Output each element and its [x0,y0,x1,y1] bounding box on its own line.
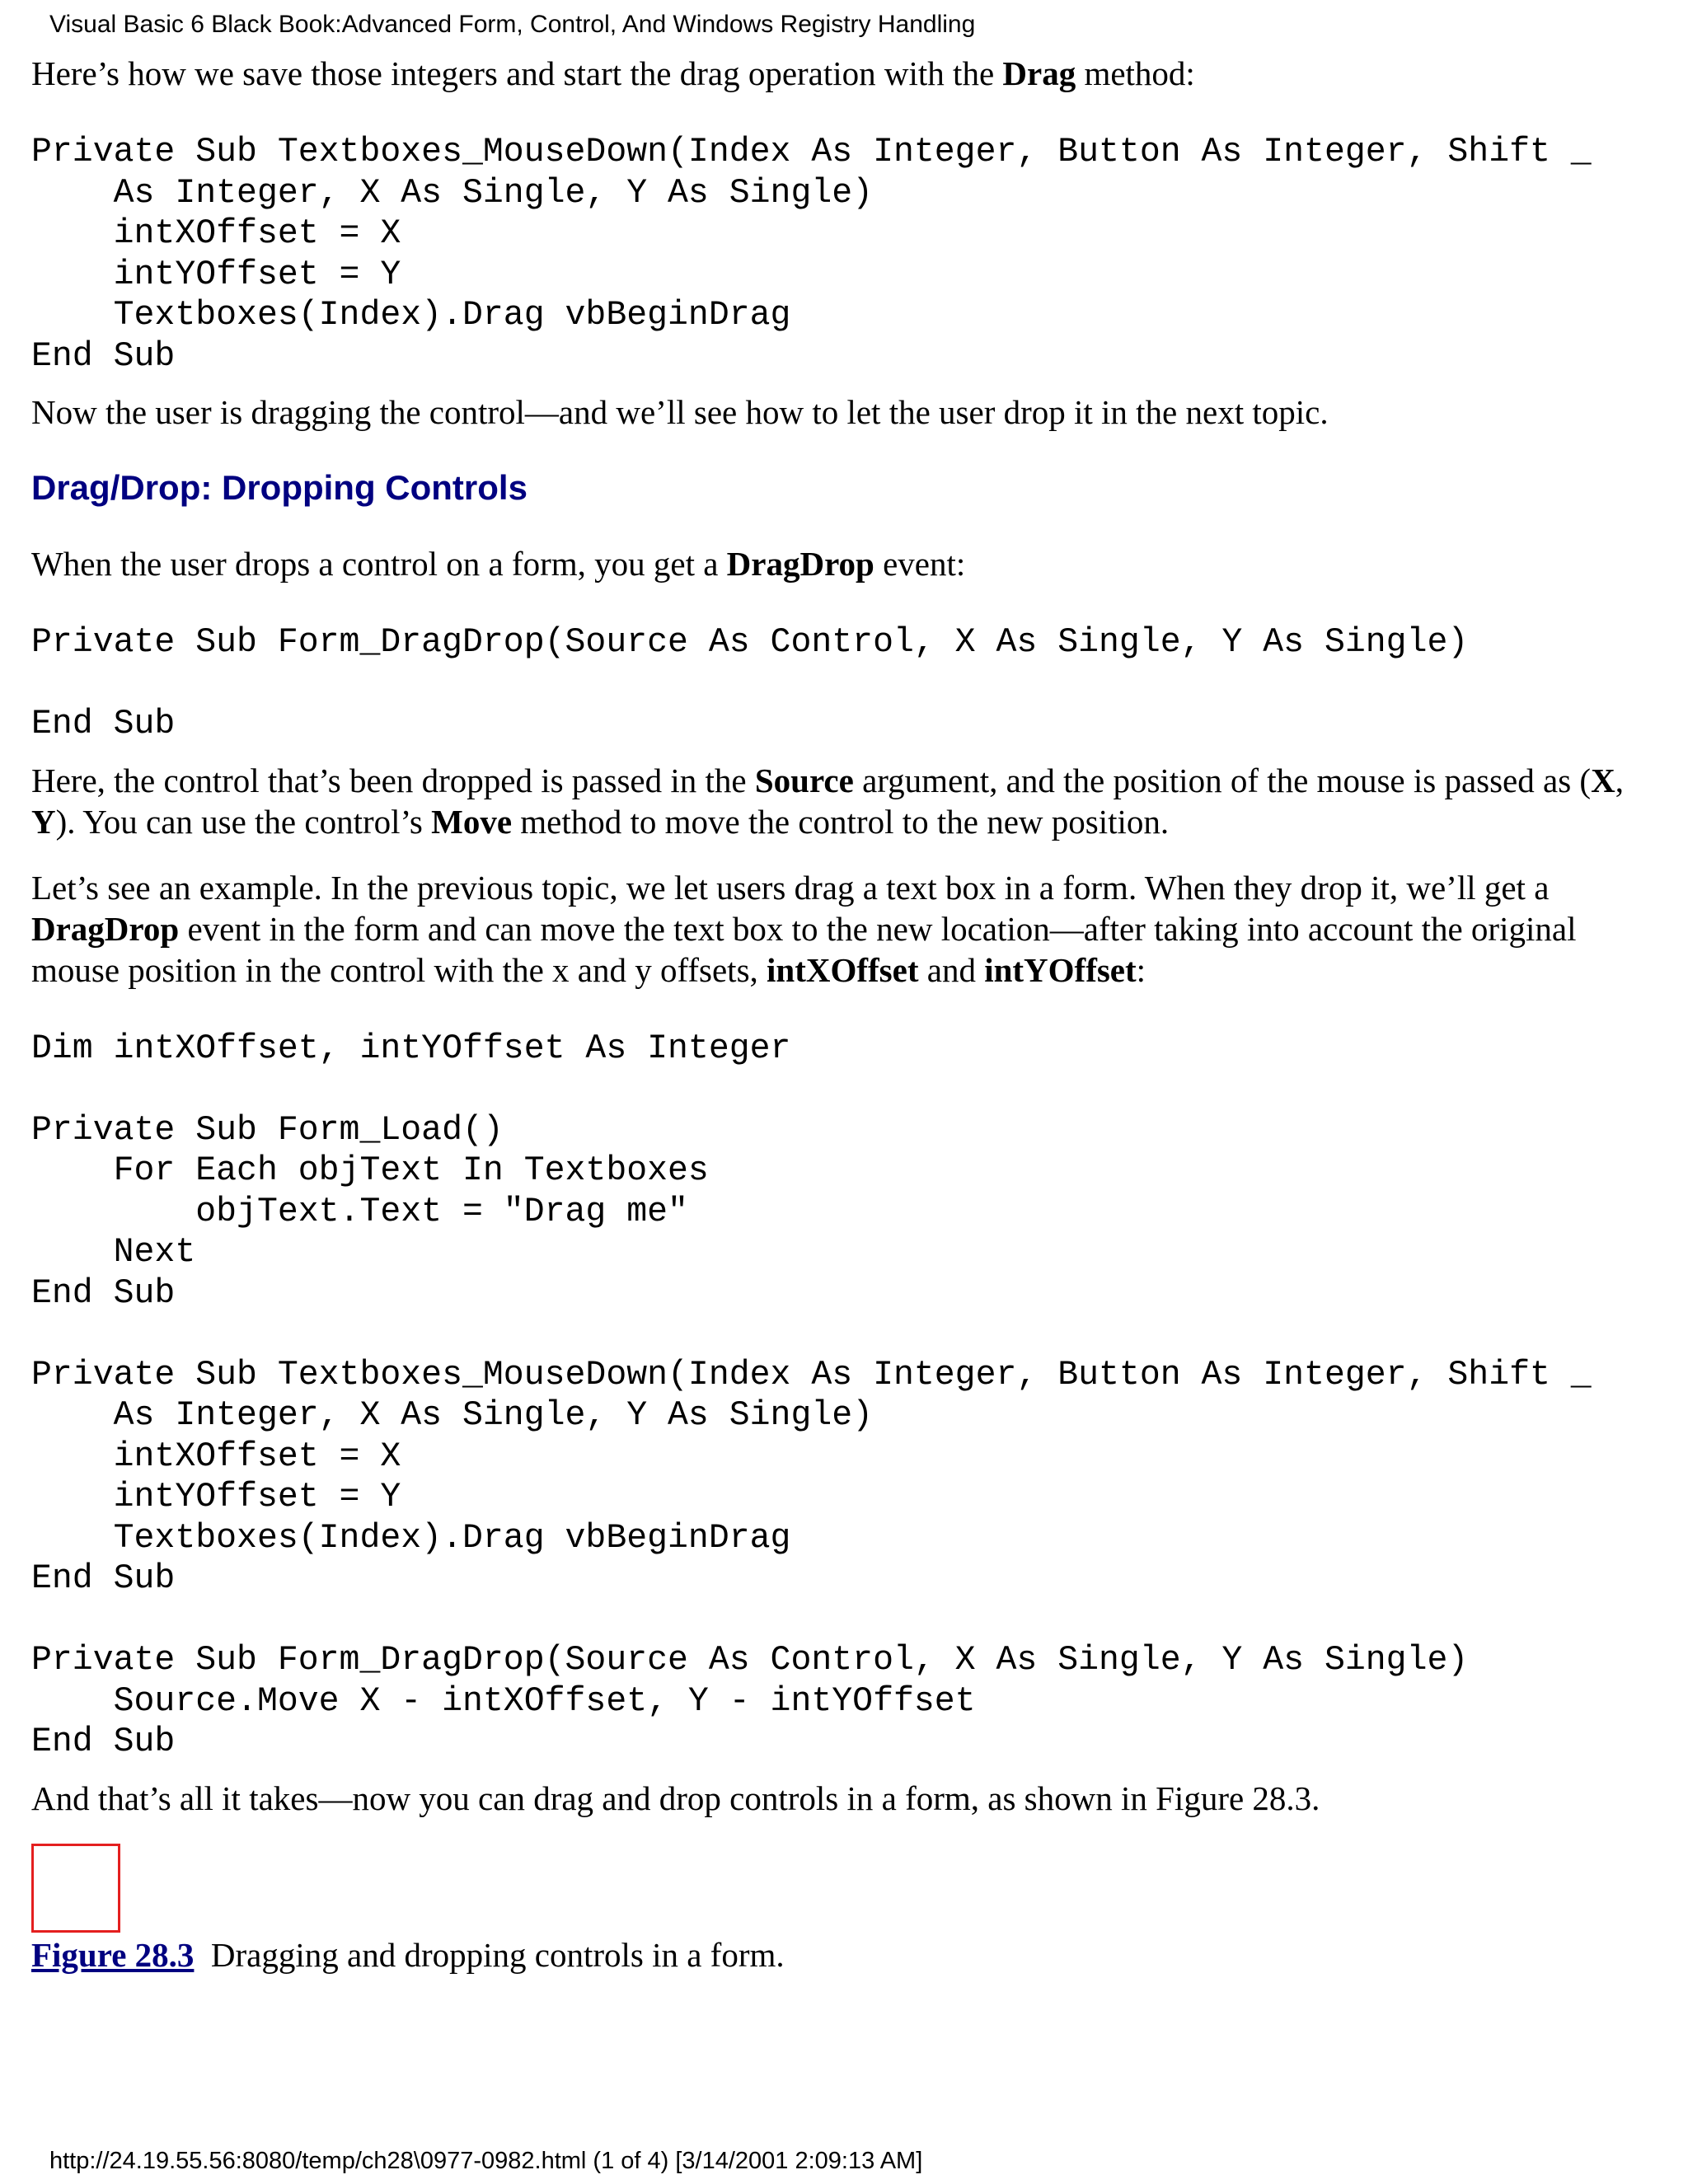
code-block-mousedown: Private Sub Textboxes_MouseDown(Index As Integer, Button As Integer, Shift _ As Integer, X As Single, Y As Single) intXOffset = X intYOffset = Y Textboxes(Index).Drag vbBeginDrag End Sub [31,133,1592,376]
source-bold-y: Y [31,802,56,841]
intro-paragraph [31,53,1659,94]
dragdrop-event-paragraph [31,543,1659,584]
example-paragraph [31,867,1659,991]
source-bold-source: Source [754,761,854,799]
source-text-2: argument, and the position of the mouse is passed as ( [853,761,1592,799]
source-bold-x: X [1591,761,1615,799]
page-footer-url: http://24.19.55.56:8080/temp/ch28\0977-0982.html (1 of 4) [3/14/2001 2:09:13 AM] [49,2148,923,2174]
source-bold-move: Move [431,802,513,841]
conclusion-paragraph: And that’s all it takes—now you can drag and drop controls in a form, as shown in Figure 28.3. [31,1779,1320,1817]
example-text-2: event in the form and can move the text box to the new location—after taking into account the original mouse position in the control with the x and y offsets, [31,909,1577,989]
figure-link[interactable]: Figure 28.3 [31,1935,195,1974]
figure-image-placeholder [31,1844,120,1933]
example-text-3: and [918,950,985,989]
example-text-4: : [1136,950,1146,989]
source-text-4: ). You can use the control’s [55,802,432,841]
figure-caption [31,1934,1659,1975]
intro-text-2: method: [1076,54,1195,92]
code-block-dragdrop-skeleton: Private Sub Form_DragDrop(Source As Control, X As Single, Y As Single) End Sub [31,623,1469,743]
dragdrop-text-1: When the user drops a control on a form, you get a [31,545,727,583]
example-bold-intyoffset: intYOffset [984,950,1137,989]
code-block-full-example: Dim intXOffset, intYOffset As Integer Private Sub Form_Load() For Each objText In Textboxes objText.Text = "Drag me" Next End Sub Private Sub Textboxes_MouseDown(Index As Integer, Button As Integer, Shift _ As Integer, X As Single, Y As Single) intXOffset = X intYOffset = Y Textboxes(Index).Drag vbBeginDrag End Sub Private Sub Form_DragDrop(Source As Control, X As Single, Y As Single) Source.Move X - intXOffset, Y - intYOffset End Sub [31,1029,1592,1761]
running-header: Visual Basic 6 Black Book:Advanced Form, Control, And Windows Registry Handling [49,11,976,38]
page-content [31,53,1659,1975]
intro-bold-drag: Drag [1002,54,1076,92]
source-paragraph [31,760,1659,842]
intro-text-1: Here’s how we save those integers and start the drag operation with the [31,54,1003,92]
example-bold-intxoffset: intXOffset [767,950,919,989]
source-text-1: Here, the control that’s been dropped is passed in the [31,761,755,799]
source-text-5: method to move the control to the new position. [512,802,1170,841]
figure-caption-text: Dragging and dropping controls in a form. [194,1935,785,1974]
dragdrop-bold: DragDrop [726,545,874,583]
dragdrop-text-2: event: [874,545,966,583]
section-heading: Drag/Drop: Dropping Controls [31,468,528,507]
source-text-3: , [1615,761,1624,799]
example-bold-dragdrop: DragDrop [31,909,180,948]
example-text-1: Let’s see an example. In the previous topic, we let users drag a text box in a form. When they drop it, we’ll get a [31,868,1550,907]
dragging-paragraph: Now the user is dragging the control—and we’ll see how to let the user drop it in the next topic. [31,393,1329,431]
